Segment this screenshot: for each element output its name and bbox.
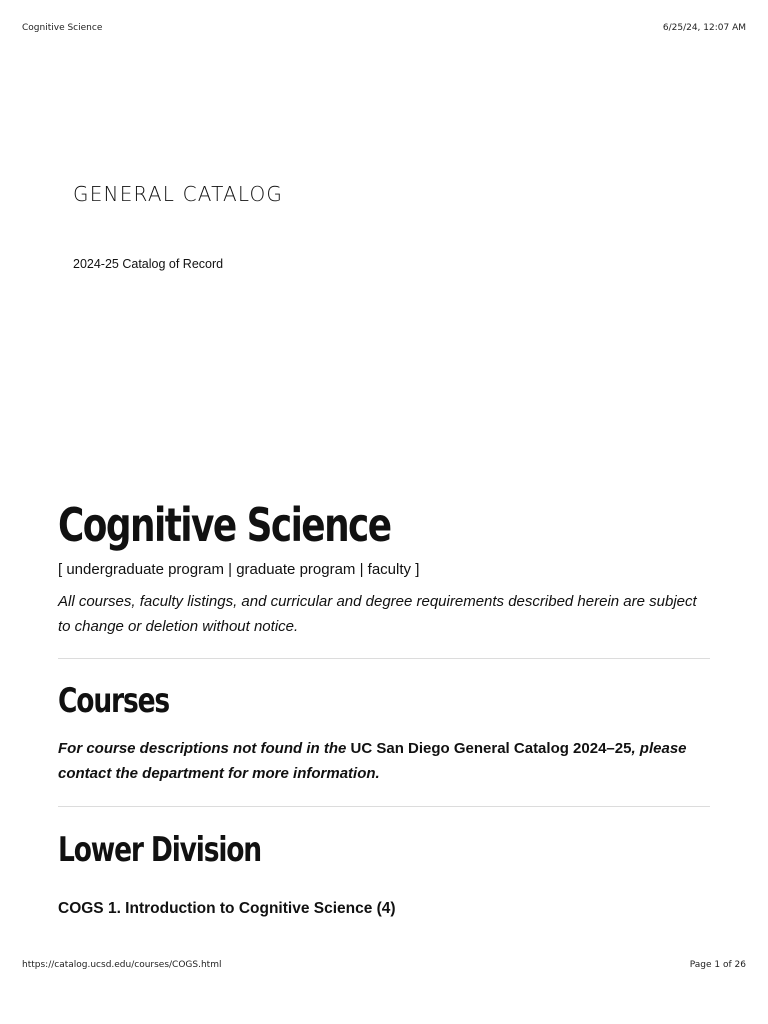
note-text-start: For course descriptions not found in the xyxy=(58,740,351,757)
print-footer-page-number: Page 1 of 26 xyxy=(689,960,746,970)
courses-heading: Courses xyxy=(58,681,170,721)
graduate-program-link[interactable]: graduate program xyxy=(236,561,356,578)
subnav-separator: | xyxy=(355,561,368,578)
section-divider xyxy=(58,806,710,807)
page-title: Cognitive Science xyxy=(58,498,391,552)
subnav-separator: | xyxy=(223,561,237,578)
section-divider xyxy=(58,658,710,659)
print-footer-url: https://catalog.ucsd.edu/courses/COGS.html xyxy=(22,960,222,970)
general-catalog-link[interactable]: UC San Diego General Catalog 2024–25 xyxy=(350,740,632,757)
program-subnav xyxy=(58,560,710,580)
note-text-end: , please contact the department for more information. xyxy=(58,740,687,782)
catalog-record-label: 2024-25 Catalog of Record xyxy=(73,257,224,271)
print-header-title: Cognitive Science xyxy=(22,23,103,33)
lower-division-heading: Lower Division xyxy=(58,830,261,870)
course-title: COGS 1. Introduction to Cognitive Science (4) xyxy=(58,900,396,917)
subnav-open-bracket: [ xyxy=(58,561,67,578)
faculty-link[interactable]: faculty xyxy=(367,561,412,578)
print-header-datetime: 6/25/24, 12:07 AM xyxy=(662,23,746,33)
main-content xyxy=(58,494,710,918)
disclaimer-text: All courses, faculty listings, and curricular and degree requirements described herein are subject to change or deletion without notice. xyxy=(58,593,697,635)
subnav-close-bracket: ] xyxy=(411,561,420,578)
catalog-brand-link[interactable]: GENERAL CATALOG xyxy=(73,182,284,206)
course-description-note xyxy=(58,736,710,786)
undergraduate-program-link[interactable]: undergraduate program xyxy=(66,561,224,578)
print-header xyxy=(22,23,746,33)
print-footer xyxy=(22,960,746,970)
